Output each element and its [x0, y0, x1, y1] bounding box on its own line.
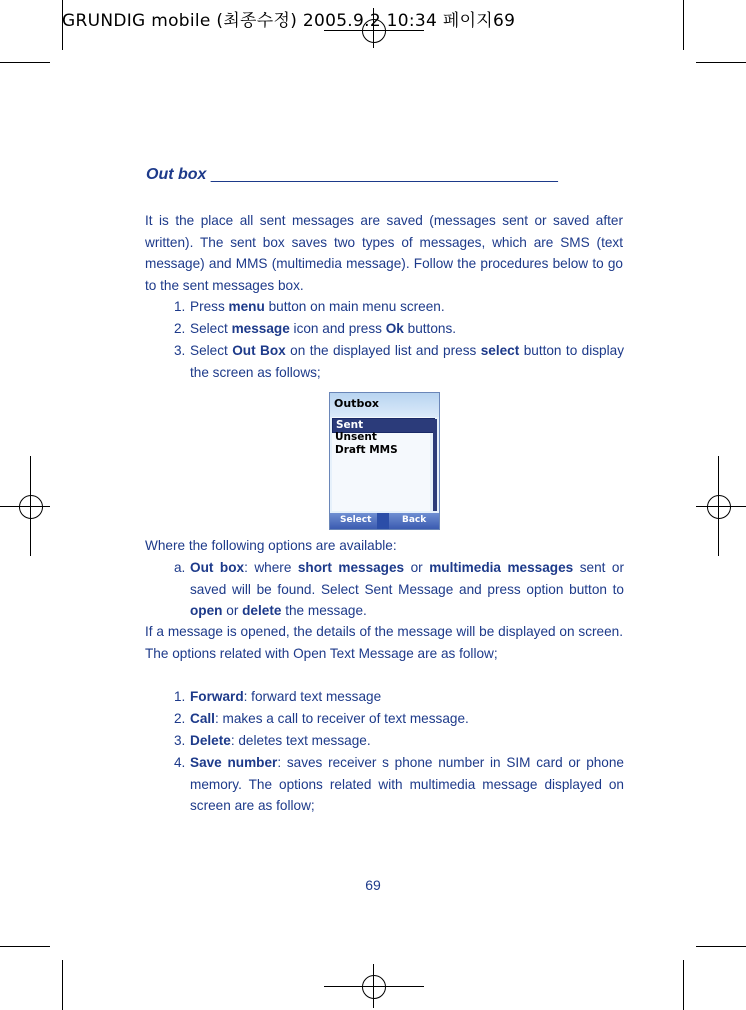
step-text: button to display the screen as follows;: [190, 343, 624, 380]
option-a: [174, 557, 624, 622]
option-keyword: delete: [242, 603, 282, 618]
step-2: [174, 318, 624, 340]
option-desc: : makes a call to receiver of text message.: [214, 711, 469, 726]
section-title-text: Out box: [146, 166, 207, 183]
option-keyword: Out box: [190, 560, 245, 575]
step-text: on the displayed list and press: [285, 343, 481, 358]
open-option-forward: [174, 686, 624, 708]
open-option-delete: [174, 730, 624, 752]
open-option-save-number: [174, 752, 624, 817]
step-text: buttons.: [403, 321, 457, 336]
option-desc: : deletes text message.: [230, 733, 371, 748]
phone-title-bar: [330, 393, 439, 417]
phone-scrollbar: [433, 419, 437, 511]
open-option-call: [174, 708, 624, 730]
option-text: : where: [244, 560, 298, 575]
option-keyword: open: [190, 603, 223, 618]
step-keyword: message: [231, 321, 290, 336]
option-label: Forward: [190, 689, 244, 704]
option-number: 3.: [174, 733, 186, 748]
step-keyword: Out Box: [232, 343, 286, 358]
step-text: icon and press: [289, 321, 386, 336]
step-number: 2.: [174, 321, 186, 336]
print-header: GRUNDIG mobile (최종수정) 2005.9.2 10:34 페이지69: [62, 11, 516, 31]
option-number: 2.: [174, 711, 186, 726]
option-label: Save number: [190, 755, 278, 770]
page-number: 69: [365, 877, 381, 893]
title-rule: _______________________________________: [210, 166, 558, 183]
step-keyword: Ok: [385, 321, 404, 336]
softkey-center: [377, 513, 389, 529]
option-letter: a.: [174, 560, 186, 575]
option-label: Delete: [190, 733, 231, 748]
option-text: or: [222, 603, 243, 618]
step-number: 1.: [174, 299, 186, 314]
options-intro: Where the following options are available:: [145, 538, 397, 553]
phone-menu-item-unsent[interactable]: Unsent: [335, 431, 377, 443]
phone-title: Outbox: [334, 397, 379, 410]
phone-menu-item-sent[interactable]: Sent: [332, 418, 435, 433]
step-3: [174, 340, 624, 383]
phone-softkey-bar: [330, 513, 439, 529]
phone-screen: [329, 392, 440, 530]
open-message-paragraph: If a message is opened, the details of the message will be displayed on screen. The options related with Open Text Message are as follow;: [145, 624, 623, 661]
step-text: button on main menu screen.: [264, 299, 445, 314]
softkey-select[interactable]: Select: [340, 515, 372, 525]
option-desc: : saves receiver s phone number in SIM card or phone memory. The options related with multimedia message displayed on screen are as follow;: [190, 755, 624, 813]
option-number: 4.: [174, 755, 186, 770]
option-text: or: [404, 560, 430, 575]
step-text: Select: [190, 343, 233, 358]
option-number: 1.: [174, 689, 186, 704]
intro-paragraph: It is the place all sent messages are saved (messages sent or saved after written). The sent box saves two types of messages, which are SMS (text message) and MMS (multimedia message). Follow the procedures below to go to the sent messages box.: [145, 213, 623, 293]
step-text: Select: [190, 321, 232, 336]
option-text: sent or saved will be found. Select Sent Message and press option button to: [190, 560, 624, 597]
step-1: [174, 296, 624, 318]
option-label: Call: [190, 711, 215, 726]
step-keyword: menu: [228, 299, 265, 314]
option-keyword: multimedia messages: [429, 560, 574, 575]
phone-menu-item-draft-mms[interactable]: Draft MMS: [335, 444, 398, 456]
option-desc: : forward text message: [243, 689, 382, 704]
step-keyword: select: [480, 343, 520, 358]
softkey-back[interactable]: Back: [402, 515, 427, 525]
option-keyword: short messages: [297, 560, 405, 575]
step-number: 3.: [174, 343, 186, 358]
section-title: [146, 166, 624, 184]
option-text: the message.: [281, 603, 367, 618]
step-text: Press: [190, 299, 229, 314]
